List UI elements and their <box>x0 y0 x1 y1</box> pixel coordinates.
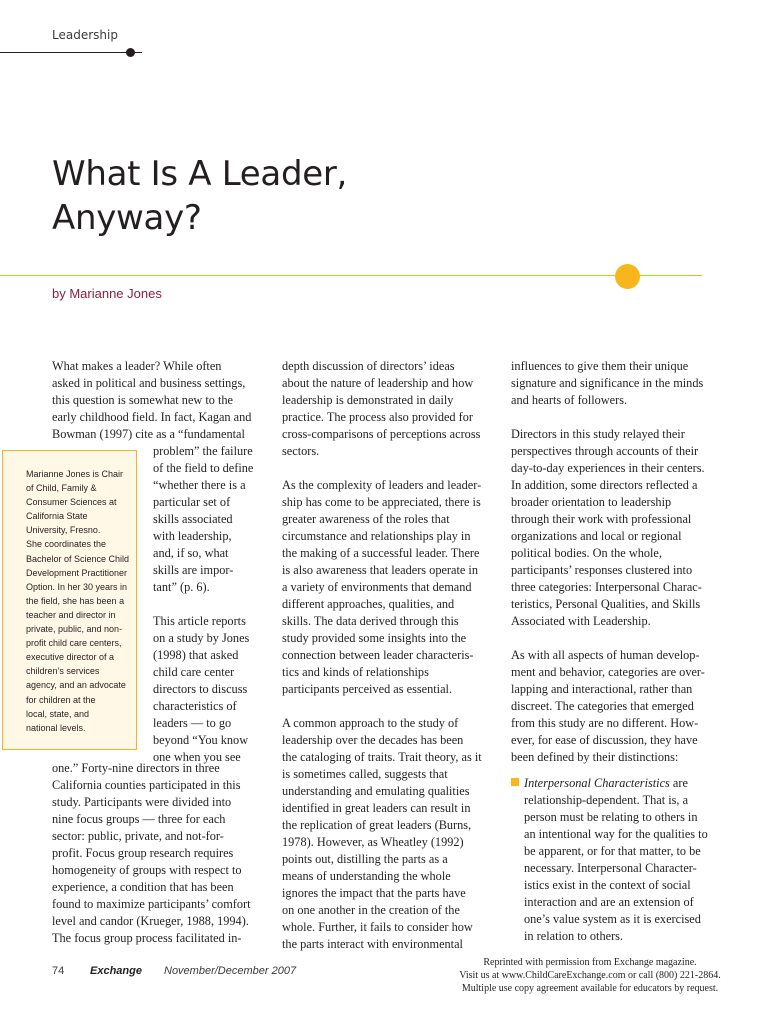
bio-line: profit child care centers, <box>26 638 122 649</box>
bullet-square-icon <box>511 778 519 786</box>
text-line: discreet. The categories that emerged <box>511 699 694 713</box>
text-line: one.” Forty-nine directors in three <box>52 761 220 775</box>
text-line: the parts interact with environmental <box>282 937 463 951</box>
text-line: study. Participants were divided into <box>52 795 232 809</box>
text-line: and hearts of followers. <box>511 393 628 407</box>
text-line: As the complexity of leaders and leader- <box>282 478 482 492</box>
text-line: study provided some insights into the <box>282 631 467 645</box>
text-line: circumstance and relationships play in <box>282 529 471 543</box>
text-line: different approaches, qualities, and <box>282 597 455 611</box>
text-line: teristics, Personal Qualities, and Skills <box>511 597 701 611</box>
text-line: tant” (p. 6). <box>153 580 210 594</box>
text-line: characteristics of <box>153 699 237 713</box>
bullet-term: Interpersonal Characteristics <box>524 776 670 790</box>
issue-date: November/December 2007 <box>164 965 297 977</box>
text-line: level and candor (Krueger, 1988, 1994). <box>52 914 249 928</box>
column-1-continued <box>52 760 251 947</box>
text-line: this question is somewhat new to the <box>52 393 234 407</box>
text-line: points out, distilling the parts as a <box>282 852 448 866</box>
text-line: leaders — to go <box>153 716 232 730</box>
text-line: on one another in the creation of the <box>282 903 460 917</box>
text-line: through their work with professional <box>511 512 692 526</box>
text-line: whole. Further, it fails to consider how <box>282 920 473 934</box>
text-line: means of understanding the whole <box>282 869 451 883</box>
text-line <box>282 698 482 715</box>
text-line: signature and significance in the minds <box>511 376 704 390</box>
section-dot <box>126 48 135 57</box>
bullet-first-rest: are <box>669 776 688 790</box>
author-bio <box>26 467 129 735</box>
text-line: What makes a leader? While often <box>52 359 222 373</box>
text-line: skills associated <box>153 512 233 526</box>
text-line: child care center <box>153 665 235 679</box>
column-1-intro <box>52 358 251 443</box>
bio-line: She coordinates the <box>26 539 107 550</box>
bio-line: private, public, and non- <box>26 624 123 635</box>
text-line: perspectives through accounts of their <box>511 444 699 458</box>
bio-line: Development Practitioner <box>26 567 128 578</box>
text-line: nine focus groups — three for each <box>52 812 226 826</box>
bio-line: agency, and an advocate <box>26 680 126 691</box>
text-line: from this study are no different. How- <box>511 716 699 730</box>
magazine-name: Exchange <box>90 965 142 977</box>
text-line: connection between leader characteris- <box>282 648 474 662</box>
text-line: greater awareness of the roles that <box>282 512 450 526</box>
text-line: sector: public, private, and not-for- <box>52 829 224 843</box>
bio-line: teacher and director in <box>26 609 116 620</box>
text-line: A common approach to the study of <box>282 716 459 730</box>
text-line: early childhood field. In fact, Kagan and <box>52 410 252 424</box>
bullet-item <box>524 775 708 945</box>
text-line: leadership is demonstrated in daily <box>282 393 454 407</box>
reprint-line: Reprinted with permission from Exchange magazine. <box>483 957 697 968</box>
text-line: profit. Focus group research requires <box>52 846 234 860</box>
text-line: Bowman (1997) cite as a “fundamental <box>52 427 245 441</box>
text-line: asked in political and business settings, <box>52 376 246 390</box>
text-line: person must be relating to others in <box>524 810 698 824</box>
text-line <box>511 630 705 647</box>
bio-line: Option. In her 30 years in <box>26 581 128 592</box>
column-3 <box>511 358 705 766</box>
text-line <box>511 409 705 426</box>
text-line: influences to give them their unique <box>511 359 689 373</box>
text-line: be apparent, or for that matter, to be <box>524 844 701 858</box>
text-line: necessary. Interpersonal Character- <box>524 861 697 875</box>
bio-line: of Child, Family & <box>26 483 97 494</box>
text-line: directors to discuss <box>153 682 248 696</box>
text-line: a variety of environments that demand <box>282 580 472 594</box>
text-line: three categories: Interpersonal Charac- <box>511 580 702 594</box>
text-line: ever, for ease of discussion, they have <box>511 733 698 747</box>
reprint-line: Multiple use copy agreement available for educators by request. <box>461 983 719 994</box>
text-line: leadership over the decades has been <box>282 733 464 747</box>
text-line: skills. The data derived through this <box>282 614 459 628</box>
text-line: one’s value system as it is exercised <box>524 912 701 926</box>
column-1-wrap <box>153 443 253 766</box>
text-line: skills are impor- <box>153 563 234 577</box>
text-line: day-to-day experiences in their centers. <box>511 461 705 475</box>
text-line: problem” the failure <box>153 444 253 458</box>
text-line: 1978). However, as Wheatley (1992) <box>282 835 464 849</box>
text-line: In addition, some directors reflected a <box>511 478 698 492</box>
text-line: homogeneity of groups with respect to <box>52 863 242 877</box>
text-line: participants’ responses clustered into <box>511 563 693 577</box>
text-line <box>282 460 482 477</box>
text-line: The focus group process facilitated in- <box>52 931 242 945</box>
bio-line: University, Fresno. <box>26 525 101 536</box>
text-line: California counties participated in this <box>52 778 241 792</box>
text-line: an intentional way for the qualities to <box>524 827 708 841</box>
reprint-notice <box>440 956 740 995</box>
text-line: the cataloging of traits. Trait theory, as it <box>282 750 482 764</box>
text-line: istics exist in the context of social <box>524 878 691 892</box>
reprint-line: Visit us at www.ChildCareExchange.com or call (800) 221-2864. <box>459 970 721 981</box>
title-line: What Is A Leader, <box>52 154 348 194</box>
text-line: sectors. <box>282 444 320 458</box>
section-rule <box>0 52 142 53</box>
text-line: been defined by their distinctions: <box>511 750 679 764</box>
text-line: beyond “You know <box>153 733 249 747</box>
bio-line: executive director of a <box>26 652 115 663</box>
text-line: of the field to define <box>153 461 254 475</box>
bio-line: California State <box>26 511 88 522</box>
bullet-first-line <box>524 775 708 792</box>
text-line: Associated with Leadership. <box>511 614 651 628</box>
bullet-lines <box>524 792 708 945</box>
text-line: with leadership, <box>153 529 232 543</box>
text-line: understanding and emulating qualities <box>282 784 470 798</box>
text-line: organizations and local or regional <box>511 529 682 543</box>
text-line: depth discussion of directors’ ideas <box>282 359 455 373</box>
title-rule <box>0 275 702 276</box>
text-line: ignores the impact that the parts have <box>282 886 466 900</box>
text-line: participants perceived as essential. <box>282 682 453 696</box>
bio-line: Consumer Sciences at <box>26 497 117 508</box>
text-line: (1998) that asked <box>153 648 239 662</box>
text-line: the replication of great leaders (Burns, <box>282 818 472 832</box>
text-line: This article reports <box>153 614 246 628</box>
bio-line: children’s services <box>26 666 100 677</box>
article-title <box>52 152 347 240</box>
text-line: interaction and are an extension of <box>524 895 694 909</box>
text-line: political bodies. On the whole, <box>511 546 662 560</box>
text-line: one when you see <box>153 750 241 764</box>
text-line: As with all aspects of human develop- <box>511 648 700 662</box>
title-dot <box>615 264 640 289</box>
page-number: 74 <box>52 965 65 977</box>
text-line: ship has come to be appreciated, there is <box>282 495 481 509</box>
text-line: found to maximize participants’ comfort <box>52 897 251 911</box>
text-line: experience, a condition that has been <box>52 880 234 894</box>
text-line: is sometimes called, suggests that <box>282 767 448 781</box>
text-line: in relation to others. <box>524 929 624 943</box>
text-line: Directors in this study relayed their <box>511 427 685 441</box>
text-line: broader orientation to leadership <box>511 495 672 509</box>
text-line: “whether there is a <box>153 478 246 492</box>
text-line: relationship-dependent. That is, a <box>524 793 689 807</box>
text-line: identified in great leaders can result in <box>282 801 471 815</box>
bio-line: the field, she has been a <box>26 595 125 606</box>
title-line: Anyway? <box>52 198 202 238</box>
text-line: lapping and interactional, rather than <box>511 682 693 696</box>
text-line: tics and kinds of relationships <box>282 665 429 679</box>
text-line: cross-comparisons of perceptions across <box>282 427 481 441</box>
bio-line: national levels. <box>26 722 86 733</box>
bio-line: Marianne Jones is Chair <box>26 469 124 479</box>
bio-line: local, state, and <box>26 708 90 719</box>
bio-line: for children at the <box>26 694 96 705</box>
text-line: the making of a successful leader. There <box>282 546 480 560</box>
text-line: is also awareness that leaders operate in <box>282 563 478 577</box>
text-line: about the nature of leadership and how <box>282 376 474 390</box>
text-line: practice. The process also provided for <box>282 410 473 424</box>
section-label: Leadership <box>52 28 118 42</box>
text-line: ment and behavior, categories are over- <box>511 665 705 679</box>
text-line: and, if so, what <box>153 546 229 560</box>
bio-line: Bachelor of Science Child <box>26 553 130 564</box>
text-line: particular set of <box>153 495 231 509</box>
text-line <box>153 596 253 613</box>
byline: by Marianne Jones <box>52 286 162 301</box>
text-line: on a study by Jones <box>153 631 250 645</box>
column-2 <box>282 358 482 953</box>
